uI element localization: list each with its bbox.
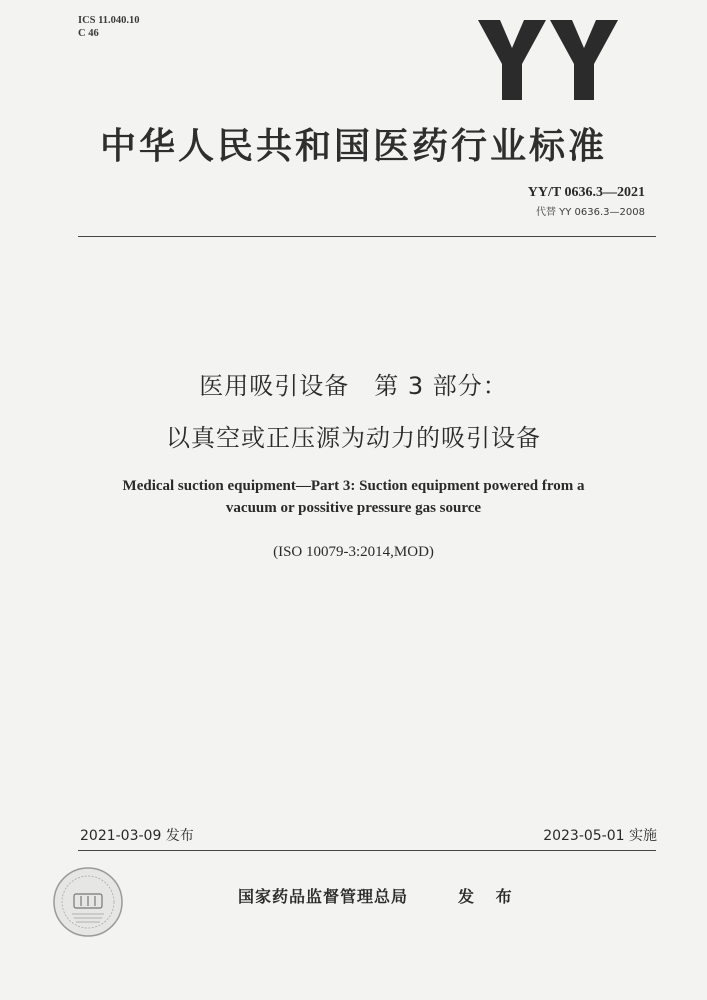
standard-code: YY/T 0636.3—2021 — [527, 185, 645, 200]
issue-word: 发 布 — [458, 887, 520, 906]
top-divider — [78, 236, 656, 237]
yy-logo — [478, 20, 618, 100]
implementation-date: 2023-05-01 实施 — [543, 828, 657, 844]
title-en-line1: Medical suction equipment—Part 3: Suction equipment powered from a — [122, 478, 585, 494]
issue-date: 2021-03-09 发布 — [80, 828, 194, 844]
seal-stamp — [52, 866, 124, 938]
ics-code: ICS 11.040.10 — [78, 15, 140, 26]
title-cn-line1: 医用吸引设备 第 3 部分： — [199, 372, 508, 400]
title-cn-line2: 以真空或正压源为动力的吸引设备 — [166, 424, 541, 452]
ccs-code: C 46 — [78, 28, 99, 39]
title-en-line2: vacuum or possitive pressure gas source — [225, 500, 482, 516]
replaces-code: 代替 YY 0636.3—2008 — [535, 207, 645, 218]
issuer-name: 国家药品监督管理总局 — [238, 887, 409, 906]
bottom-divider — [78, 850, 656, 851]
iso-reference: (ISO 10079-3:2014,MOD) — [273, 544, 434, 560]
organization-title: 中华人民共和国医药行业标准 — [99, 126, 607, 167]
